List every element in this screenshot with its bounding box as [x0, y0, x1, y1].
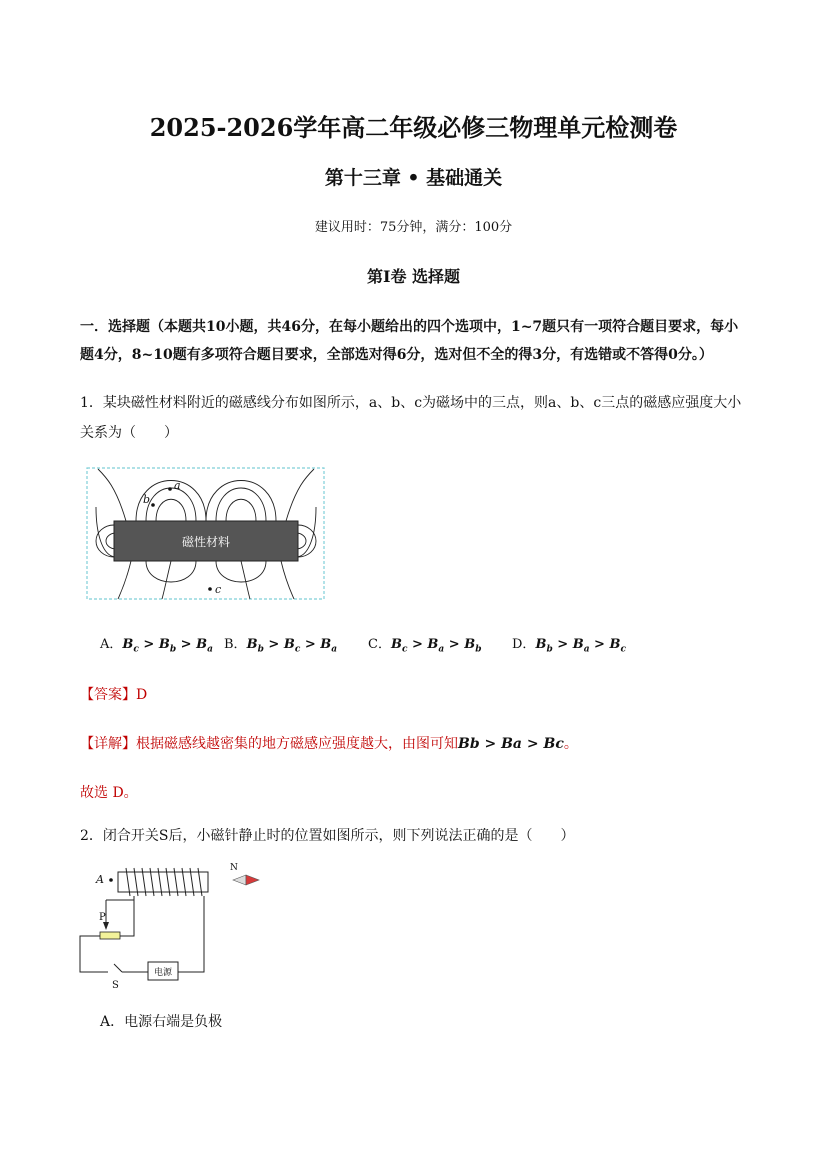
conclusion-line: 故选 D。 [80, 785, 138, 801]
circuit-figure [78, 860, 278, 990]
slider-p-label: P [99, 912, 106, 923]
option-c[interactable]: C．$B_c > B_a > B_b$ [368, 637, 482, 655]
point-a-label: a [174, 479, 181, 492]
option-a[interactable]: A．$B_c > B_b > B_a$ [100, 637, 213, 655]
page-title: 2025-2026学年高二年级必修三物理单元检测卷 [149, 113, 678, 142]
power-source-label: 电源 [153, 968, 173, 978]
point-c-label: c [215, 583, 222, 596]
point-b-label: b [143, 493, 151, 506]
answer-line [80, 684, 147, 704]
timing-info: 建议用时：75分钟，满分：100分 [314, 220, 513, 235]
compass-needle-icon [233, 875, 246, 885]
chapter-subtitle: 第十三章 • 基础通关 [324, 167, 503, 189]
detail-text: 根据磁感线越密集的地方磁感应强度越大，由图可知 [136, 736, 458, 752]
option-d[interactable]: D．$B_b > B_a > B_c$ [512, 637, 626, 655]
needle-n-label: N [230, 863, 238, 873]
question-2-option-a[interactable]: A．电源右端是负极 [100, 1014, 223, 1030]
section-heading: 一．选择题（本题共10小题，共46分，在每小题给出的四个选项中，1~7题只有一项符合题目要求，每小题4分，8~10题有多项符合题目要求，全部选对得6分，选对但不全的得3分，有选错或不答得0分。） [80, 319, 739, 363]
detail-tag: 【详解】 [80, 736, 136, 752]
magnet-label: 磁性材料 [181, 535, 231, 549]
switch-s-label: S [112, 980, 119, 990]
part-heading: 第Ⅰ卷 选择题 [366, 267, 461, 286]
magnetic-field-figure [86, 467, 326, 601]
question-1-stem: 1．某块磁性材料附近的磁感线分布如图所示，a、b、c为磁场中的三点，则a、b、c三点的磁感应强度大小关系为（ ） [80, 395, 742, 441]
answer-value: D [136, 687, 148, 703]
detail-line: 【详解】根据磁感线越密集的地方磁感应强度越大，由图可知Bb > Ba > Bc。 [80, 736, 578, 752]
detail-expr: Bb > Ba > Bc [458, 736, 564, 752]
point-a-label: A [96, 873, 104, 886]
option-b[interactable]: B．$B_b > B_c > B_a$ [224, 637, 338, 655]
answer-tag: 【答案】 [80, 687, 136, 703]
question-2-stem: 2．闭合开关S后，小磁针静止时的位置如图所示，则下列说法正确的是（ ） [80, 828, 575, 844]
